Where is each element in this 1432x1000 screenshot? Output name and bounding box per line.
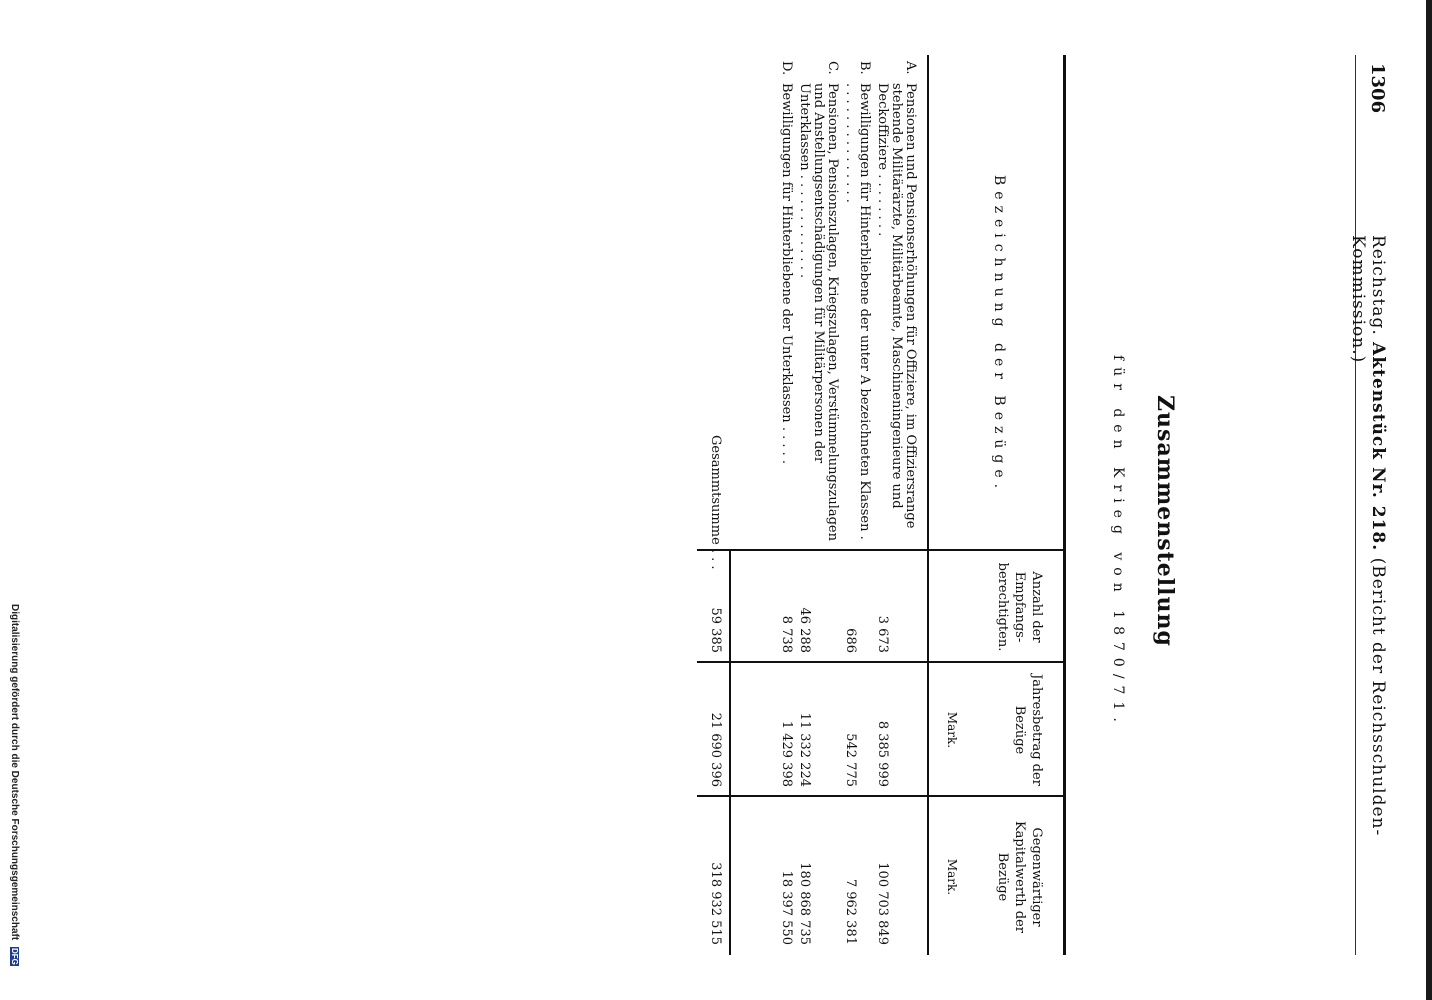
col-header-annual-label: Jahresbetrag der Bezüge xyxy=(1012,674,1044,786)
total-capital: 318 932 515 xyxy=(708,862,723,945)
table-body xyxy=(697,55,927,955)
row-text: Pensionen und Pensionserhöhungen für Offiziere, im Offiziersrange stehende Militärärzte, Militärbeamte, Maschineningenieure und Deckoffiziere . . . . . . . . xyxy=(875,83,918,529)
row-annual: 1 429 398 xyxy=(779,720,794,787)
row-text: Pensionen, Pensionszulagen, Kriegszulagen, Verstümmelungszulagen und Anstellungsentschädigungen für Militärpersonen der Unterklassen . . . . . . . . . . . . . xyxy=(797,83,840,541)
column-rule xyxy=(697,549,927,551)
total-label: Gesammtsumme . . . xyxy=(708,435,723,570)
row-count: 3 673 xyxy=(875,615,890,653)
row-text: Bewilligungen für Hinterbliebene der unter A bezeichneten Klassen . . . . . . . . . . . . . . . . xyxy=(843,83,872,540)
page-number: 1306 xyxy=(1367,63,1388,114)
table-header xyxy=(927,55,1063,955)
row-capital: 18 397 550 xyxy=(779,870,794,945)
digitization-note-text: Digitalisierung gefördert durch die Deutsche Forschungsgemeinschaft xyxy=(9,604,20,941)
row-text: Bewilligungen für Hinterbliebene der Unterklassen . . . . . xyxy=(779,83,794,465)
row-count: 686 xyxy=(843,628,858,653)
scan-edge xyxy=(1426,0,1432,1000)
document-page xyxy=(16,55,1396,955)
row-capital: 180 868 735 xyxy=(797,862,812,945)
row-capital: 7 962 381 xyxy=(843,878,858,945)
running-head-left: Reichstag. xyxy=(1368,235,1388,336)
running-head-topic: (Bericht der Reichsschulden-Kommission.) xyxy=(1348,235,1388,837)
row-annual: 11 332 224 xyxy=(797,712,812,787)
col-header-capital xyxy=(929,795,1063,957)
col-header-description-label: Bezeichnung der Bezüge. xyxy=(991,175,1007,495)
col-header-count-label: Anzahl der Empfangs- berechtigten. xyxy=(995,562,1044,652)
col-header-description xyxy=(929,55,1063,549)
row-letter: B. xyxy=(857,61,872,75)
total-count: 59 385 xyxy=(708,607,723,653)
total-annual: 21 690 396 xyxy=(708,712,723,787)
row-count: 8 738 xyxy=(779,615,794,653)
column-rule xyxy=(697,795,927,797)
col-header-capital-unit: Mark. xyxy=(945,858,959,896)
running-head xyxy=(1348,55,1396,955)
running-head-text xyxy=(1348,235,1388,955)
column-rule xyxy=(697,661,927,663)
col-header-capital-label: Gegenwärtiger Kapitalwerth der Bezüge xyxy=(995,820,1044,934)
row-count: 46 288 xyxy=(797,607,812,653)
row-annual: 8 385 999 xyxy=(875,720,890,787)
row-letter: D. xyxy=(779,61,794,76)
dfg-logo: DFG xyxy=(10,947,19,965)
page-subtitle: für den Krieg von 1870/71. xyxy=(1110,355,1126,729)
row-capital: 100 703 849 xyxy=(875,862,890,945)
running-head-doc-ref: Aktenstück Nr. 218. xyxy=(1368,342,1388,552)
page-title: Zusammenstellung xyxy=(1152,395,1178,647)
sum-rule xyxy=(729,549,731,955)
col-header-annual-unit: Mark. xyxy=(945,711,959,749)
row-letter: C. xyxy=(825,61,840,75)
col-header-annual xyxy=(929,661,1063,797)
row-annual: 542 775 xyxy=(843,733,858,787)
col-header-count xyxy=(929,549,1063,663)
summary-table xyxy=(697,55,1066,955)
row-letter: A. xyxy=(903,61,918,75)
